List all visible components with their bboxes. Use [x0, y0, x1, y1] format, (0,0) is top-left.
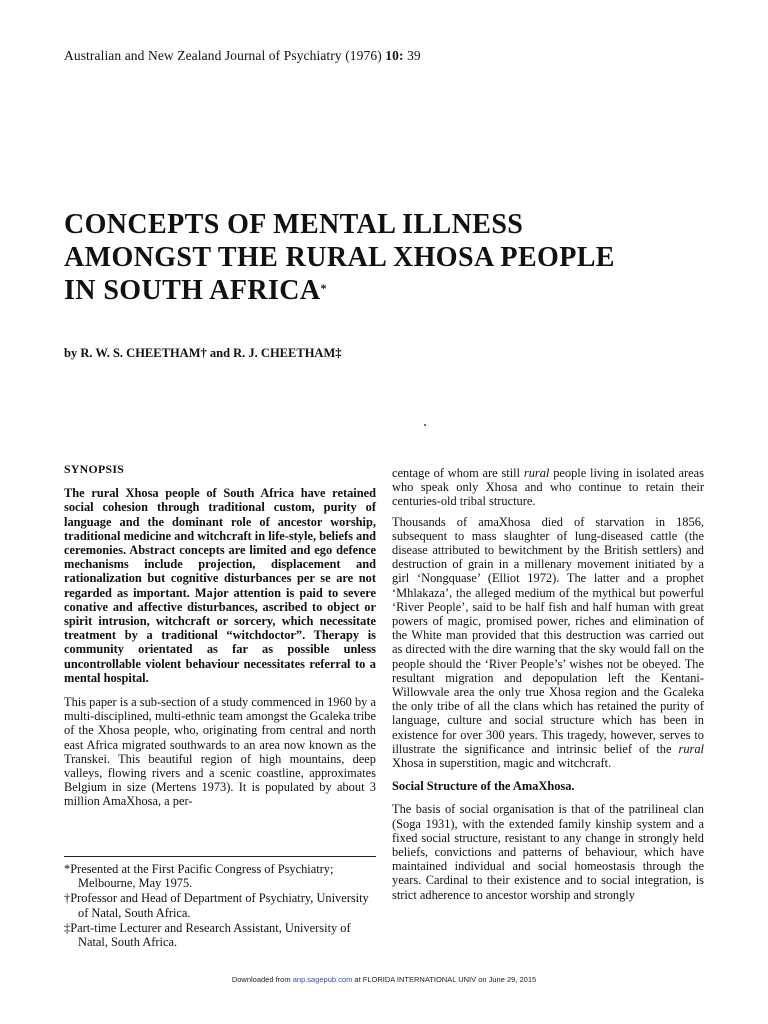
synopsis-text: The rural Xhosa people of South Africa have retained social cohesion through traditional custom, purity of language and the dominant role of ancestor worship, traditional medicine and witchcraft in life-style, beliefs and ceremonies. Abstract concepts are limited and ego defence mechanisms include projection, displacement and rationalization but cognitive disturbances per se are not regarded as important. Major attention is paid to severe conative and affective disturbances, ascribed to object or spirit intrusion, witchcraft or sorcery, which necessitate treatment by a traditional “witchdoctor”. Therapy is community orientated as far as possible unless uncontrollable violent behaviour necessitates referral to a mental hospital. — [64, 486, 376, 685]
author-2: R. J. CHEETHAM — [233, 346, 336, 360]
title-line-3: IN SOUTH AFRICA — [64, 275, 321, 306]
p3-italic: rural — [678, 741, 704, 756]
p2-text-b: people living in isolated areas who speak only Xhosa and who continue to retain their centuries-old tribal structure. — [392, 466, 704, 509]
journal-name: Australian and New Zealand Journal of Psychiatry (1976) — [64, 48, 382, 63]
download-link[interactable]: anp.sagepub.com — [292, 975, 353, 984]
footnote-1: *Presented at the First Pacific Congress of Psychiatry; Melbourne, May 1975. — [64, 862, 334, 891]
title-footnote-mark: * — [320, 281, 327, 295]
journal-citation — [64, 48, 421, 64]
body-paragraph-2 — [392, 466, 704, 509]
right-column — [392, 466, 704, 908]
footnote-3: ‡Part-time Lecturer and Research Assistant, University of Natal, South Africa. — [64, 920, 351, 950]
download-notice — [0, 975, 768, 984]
author-line — [64, 346, 342, 361]
synopsis-heading: SYNOPSIS — [64, 462, 125, 476]
author-1: R. W. S. CHEETHAM — [80, 346, 201, 360]
author-by: by — [64, 346, 78, 360]
download-prefix: Downloaded from — [231, 975, 291, 984]
journal-volume: 10: — [385, 48, 404, 63]
author-and: and — [209, 346, 231, 360]
left-column — [64, 462, 376, 815]
footnotes — [64, 856, 376, 950]
download-suffix: at FLORIDA INTERNATIONAL UNIV on June 29, 2015 — [354, 975, 537, 984]
footnote-2: †Professor and Head of Department of Psychiatry, University of Natal, South Africa. — [64, 891, 369, 920]
body-paragraph-1: This paper is a sub-section of a study commenced in 1960 by a multi-disciplined, multi-ethnic team amongst the Gcaleka tribe of the Xhosa people, who, originating from central and north east Africa migrated southwards to an area now known as the Transkei. This beautiful region of high mountains, deep valleys, flowing rivers and a scenic coastline, approximates Belgium in size (Mertens 1973). It is populated by about 3 million AmaXhosa, a per- — [64, 695, 376, 809]
p3-text-b: Xhosa in superstition, magic and witchcraft. — [392, 756, 612, 771]
author-2-mark: ‡ — [335, 346, 342, 360]
p2-italic: rural — [523, 466, 550, 480]
body-paragraph-3 — [392, 515, 704, 771]
journal-page: 39 — [407, 48, 421, 63]
title-line-1: CONCEPTS OF MENTAL ILLNESS — [64, 209, 524, 240]
p2-text-a: centage of whom are still — [392, 466, 521, 480]
p3-text-a: Thousands of amaXhosa died of starvation in 1856, subsequent to mass slaughter of lung-diseased cattle (the disease attributed to bewitchment by the British settlers) and destruction of grain in a millenary movement initiated by a girl ‘Nongquase’ (Elliot 1972). The latter and a prophet ‘Mhlakaza’, the alleged medium of the mythical but powerful ‘River People’, said to be half fish and half human with great powers of magic, promised power, riches and elimination of the White man provided that this destruction was carried out as directed with the dire warning that the sky would fall on the people should the ‘River People’s’ wishes not be obeyed. The resultant migration and depopulation left the Kentani-Willowvale area the only true Xhosa region and the Gcaleka the only tribe of all the clans which has retained the purity of language, culture and social structure which has been in existence for over 300 years. This tragedy, however, serves to illustrate the significance and intrinsic belief of the — [392, 514, 704, 756]
article-title — [64, 208, 704, 307]
title-line-2: AMONGST THE RURAL XHOSA PEOPLE — [64, 242, 615, 273]
stray-mark — [424, 424, 426, 426]
section-heading: Social Structure of the AmaXhosa. — [392, 779, 575, 794]
author-1-mark: † — [200, 346, 207, 360]
body-paragraph-4: The basis of social organisation is that of the patrilineal clan (Soga 1931), with the extended family kinship system and a fixed social structure, resistant to any change in strongly held beliefs, convictions and patterns of behaviour, which have maintained individual and social homeostasis through the years. Cardinal to their existence and to social integration, is strict adherence to ancestor worship and strongly — [392, 802, 704, 902]
